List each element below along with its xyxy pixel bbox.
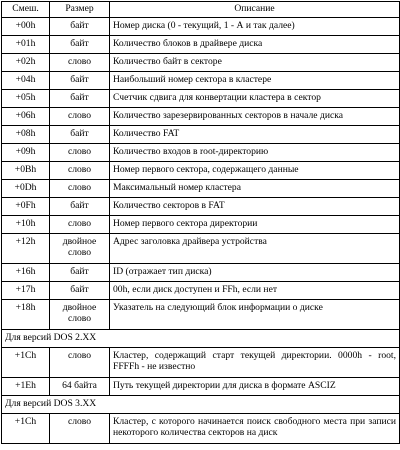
size-cell: слово xyxy=(50,108,110,126)
description-cell: Путь текущей директории для диска в формате ASCIZ xyxy=(110,378,400,396)
description-cell: Количество FAT xyxy=(110,126,400,144)
size-cell: слово xyxy=(50,180,110,198)
description-cell: Кластер, с которого начинается поиск свободного места при записи некоторого количества секторов на диск xyxy=(110,414,400,444)
description-cell: Количество секторов в FAT xyxy=(110,198,400,216)
table-row xyxy=(2,18,400,36)
size-cell: байт xyxy=(50,282,110,300)
header-size: Размер xyxy=(50,2,110,18)
table-row xyxy=(2,36,400,54)
offset-cell: +0Fh xyxy=(2,198,50,216)
section-row xyxy=(2,396,400,414)
size-cell: байт xyxy=(50,198,110,216)
table-row xyxy=(2,198,400,216)
table-row xyxy=(2,126,400,144)
description-cell: Номер первого сектора, содержащего данные xyxy=(110,162,400,180)
description-cell: Количество байт в секторе xyxy=(110,54,400,72)
table-row xyxy=(2,108,400,126)
size-cell: байт xyxy=(50,126,110,144)
table-row xyxy=(2,72,400,90)
table-row xyxy=(2,348,400,378)
table-row xyxy=(2,300,400,330)
size-cell: слово xyxy=(50,414,110,444)
offset-cell: +04h xyxy=(2,72,50,90)
description-cell: Номер первого сектора директории xyxy=(110,216,400,234)
section-title: Для версий DOS 3.XX xyxy=(2,396,400,414)
offset-cell: +05h xyxy=(2,90,50,108)
offset-cell: +16h xyxy=(2,264,50,282)
offset-cell: +1Ch xyxy=(2,348,50,378)
table-row xyxy=(2,216,400,234)
offset-cell: +08h xyxy=(2,126,50,144)
size-cell: байт xyxy=(50,72,110,90)
offset-cell: +10h xyxy=(2,216,50,234)
description-cell: Наибольший номер сектора в кластере xyxy=(110,72,400,90)
dpb-table xyxy=(1,1,400,444)
offset-cell: +1Eh xyxy=(2,378,50,396)
description-cell: Кластер, содержащий старт текущей директории. 0000h - root, FFFFh - не известно xyxy=(110,348,400,378)
offset-cell: +0Dh xyxy=(2,180,50,198)
table-row xyxy=(2,144,400,162)
offset-cell: +0Bh xyxy=(2,162,50,180)
description-cell: Количество блоков в драйвере диска xyxy=(110,36,400,54)
description-cell: Количество зарезервированных секторов в начале диска xyxy=(110,108,400,126)
offset-cell: +12h xyxy=(2,234,50,264)
offset-cell: +09h xyxy=(2,144,50,162)
offset-cell: +18h xyxy=(2,300,50,330)
size-cell: 64 байта xyxy=(50,378,110,396)
offset-cell: +00h xyxy=(2,18,50,36)
offset-cell: +06h xyxy=(2,108,50,126)
table-row xyxy=(2,162,400,180)
offset-cell: +02h xyxy=(2,54,50,72)
size-cell: байт xyxy=(50,18,110,36)
table-row xyxy=(2,54,400,72)
table-row xyxy=(2,264,400,282)
description-cell: Количество входов в root-директорию xyxy=(110,144,400,162)
section-row xyxy=(2,330,400,348)
table-row xyxy=(2,234,400,264)
table-body xyxy=(2,18,400,444)
table-header-row xyxy=(2,2,400,18)
description-cell: Адрес заголовка драйвера устройства xyxy=(110,234,400,264)
size-cell: байт xyxy=(50,90,110,108)
section-title: Для версий DOS 2.XX xyxy=(2,330,400,348)
offset-cell: +01h xyxy=(2,36,50,54)
table-row xyxy=(2,414,400,444)
size-cell: слово xyxy=(50,162,110,180)
header-description: Описание xyxy=(110,2,400,18)
description-cell: Счетчик сдвига для конвертации кластера в сектор xyxy=(110,90,400,108)
offset-cell: +17h xyxy=(2,282,50,300)
size-cell: байт xyxy=(50,264,110,282)
offset-cell: +1Ch xyxy=(2,414,50,444)
description-cell: ID (отражает тип диска) xyxy=(110,264,400,282)
description-cell: 00h, если диск доступен и FFh, если нет xyxy=(110,282,400,300)
description-cell: Максимальный номер кластера xyxy=(110,180,400,198)
table-row xyxy=(2,90,400,108)
table-row xyxy=(2,282,400,300)
size-cell: слово xyxy=(50,348,110,378)
size-cell: двойное слово xyxy=(50,300,110,330)
size-cell: байт xyxy=(50,36,110,54)
description-cell: Номер диска (0 - текущий, 1 - А и так далее) xyxy=(110,18,400,36)
description-cell: Указатель на следующий блок информации о диске xyxy=(110,300,400,330)
table-row xyxy=(2,378,400,396)
size-cell: слово xyxy=(50,54,110,72)
size-cell: слово xyxy=(50,216,110,234)
header-offset: Смеш. xyxy=(2,2,50,18)
table-row xyxy=(2,180,400,198)
size-cell: слово xyxy=(50,144,110,162)
size-cell: двойное слово xyxy=(50,234,110,264)
